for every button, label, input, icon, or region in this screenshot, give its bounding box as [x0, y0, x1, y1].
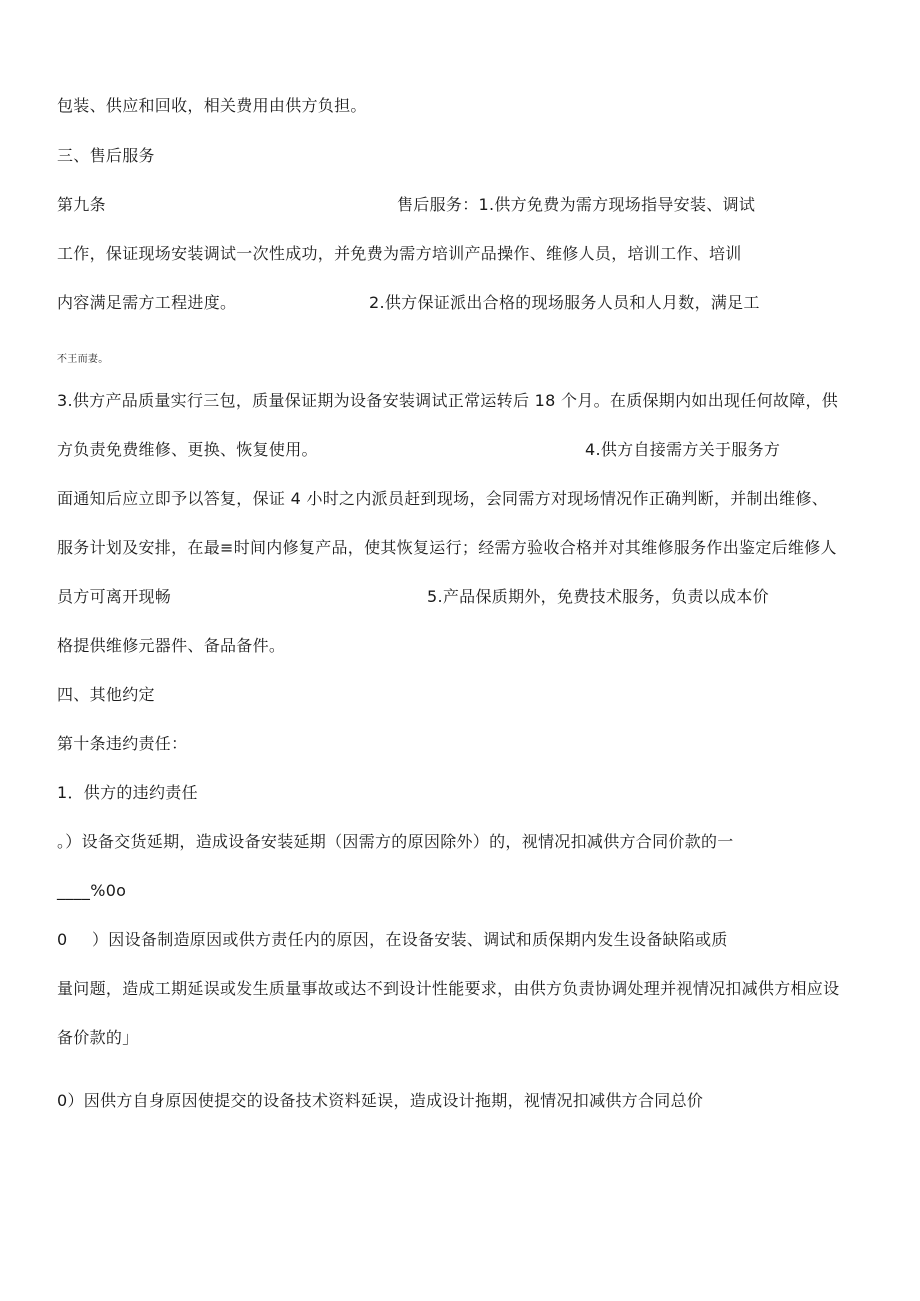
text-line: ）因设备制造原因或供方责任内的原因，在设备安装、调试和质保期内发生设备缺陷或质 [92, 930, 728, 949]
text-line: 量问题，造成工期延误或发生质量事故或达不到设计性能要求，由供方负责协调处理并视情况扣减供方相应设 [57, 979, 840, 998]
small-note: 不王而妻。 [57, 354, 109, 365]
text-line: ____%0o [57, 881, 127, 900]
text-line: 备价款的」 [57, 1028, 139, 1047]
text-line: 售后服务：1.供方免费为需方现场指导安装、调试 [397, 195, 756, 214]
text-line: 员方可离开现畅 [57, 587, 172, 606]
list-marker: 0 [57, 930, 68, 949]
text-line: 服务计划及安排，在最≡时间内修复产品，使其恢复运行；经需方验收合格并对其维修服务作出鉴定后维修人 [57, 538, 837, 557]
text-line: 。）设备交货延期，造成设备安装延期（因需方的原因除外）的，视情况扣减供方合同价款的一 [57, 832, 734, 851]
text-line: 方负责免费维修、更换、恢复使用。 [57, 440, 318, 459]
text-line: 包装、供应和回收，相关费用由供方负担。 [57, 96, 367, 115]
article-label: 第十条违约责任： [57, 734, 188, 753]
section-heading: 三、售后服务 [57, 146, 155, 165]
text-line: 格提供维修元器件、备品备件。 [57, 636, 286, 655]
text-line: 5.产品保质期外，免费技术服务，负责以成本价 [427, 587, 769, 606]
text-line: 4.供方自接需方关于服务方 [585, 440, 781, 459]
list-item: 1．供方的违约责任 [57, 783, 198, 802]
text-line: 0）因供方自身原因使提交的设备技术资料延误，造成设计拖期，视情况扣减供方合同总价 [57, 1091, 704, 1110]
article-label: 第九条 [57, 195, 106, 214]
text-line: 内容满足需方工程进度。 [57, 293, 237, 312]
text-line: 2.供方保证派出合格的现场服务人员和人月数，满足工 [369, 293, 760, 312]
text-line: 面通知后应立即予以答复，保证 4 小时之内派员赶到现场，会同需方对现场情况作正确判断，并制出维修、 [57, 489, 829, 508]
section-heading: 四、其他约定 [57, 685, 155, 704]
text-line: 3.供方产品质量实行三包，质量保证期为设备安装调试正常运转后 18 个月。在质保期内如出现任何故障，供 [57, 391, 839, 410]
text-line: 工作，保证现场安装调试一次性成功，并免费为需方培训产品操作、维修人员，培训工作、培训 [57, 244, 742, 263]
